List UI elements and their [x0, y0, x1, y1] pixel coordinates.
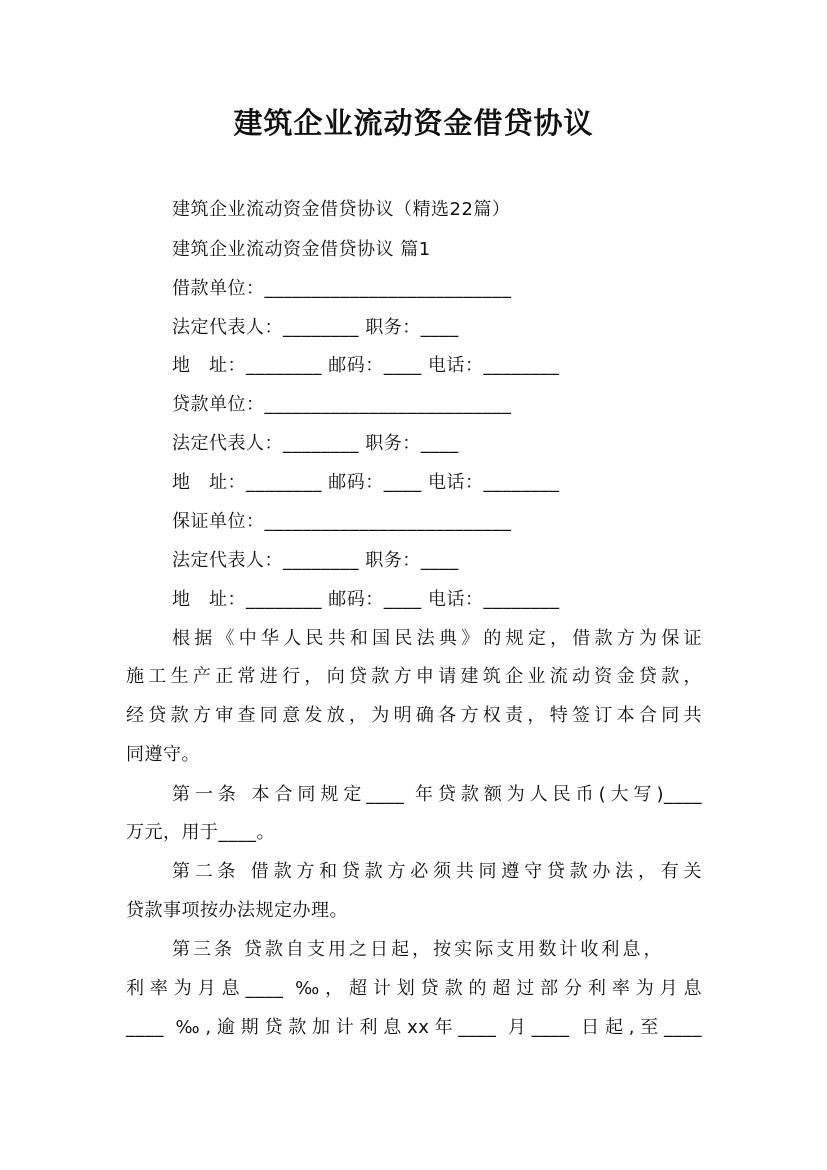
paragraph-line: 经贷款方审查同意发放，为明确各方权责，特签订本合同共: [126, 705, 702, 726]
lender-address-line: 地 址：________ 邮码：____ 电话：________: [172, 472, 560, 493]
article-2-line: 贷款事项按办法规定办理。: [126, 900, 348, 921]
document-subtitle: 建筑企业流动资金借贷协议（精选22篇）: [172, 199, 511, 220]
guarantor-unit-line: 保证单位：__________________________: [172, 511, 512, 532]
article-3-line: 第三条 贷款自支用之日起，按实际支用数计收利息，: [172, 939, 662, 960]
article-3-line: 利率为月息____ ‰，超计划贷款的超过部分利率为月息: [126, 978, 702, 999]
paragraph-line: 根据《中华人民共和国民法典》的规定，借款方为保证: [172, 628, 702, 649]
article-1-line: 万元，用于____。: [126, 822, 275, 843]
paragraph-line: 同遵守。: [126, 744, 200, 765]
document-title: 建筑企业流动资金借贷协议: [233, 106, 594, 140]
article-3-line: ____ ‰,逾期贷款加计利息xx年____ 月____ 日起,至____: [126, 1017, 702, 1038]
borrower-unit-line: 借款单位：__________________________: [172, 278, 512, 299]
lender-representative-line: 法定代表人：________ 职务：____: [172, 433, 459, 454]
paragraph-line: 施工生产正常进行，向贷款方申请建筑企业流动资金贷款，: [126, 666, 702, 687]
lender-unit-line: 贷款单位：__________________________: [172, 394, 512, 415]
article-1-line: 第一条 本合同规定____ 年贷款额为人民币(大写)____: [172, 784, 702, 805]
section-heading: 建筑企业流动资金借贷协议 篇1: [172, 239, 431, 260]
guarantor-address-line: 地 址：________ 邮码：____ 电话：________: [172, 589, 560, 610]
guarantor-representative-line: 法定代表人：________ 职务：____: [172, 550, 459, 571]
article-2-line: 第二条 借款方和贷款方必须共同遵守贷款办法，有关: [172, 861, 702, 882]
borrower-representative-line: 法定代表人：________ 职务：____: [172, 317, 459, 338]
borrower-address-line: 地 址：________ 邮码：____ 电话：________: [172, 355, 560, 376]
